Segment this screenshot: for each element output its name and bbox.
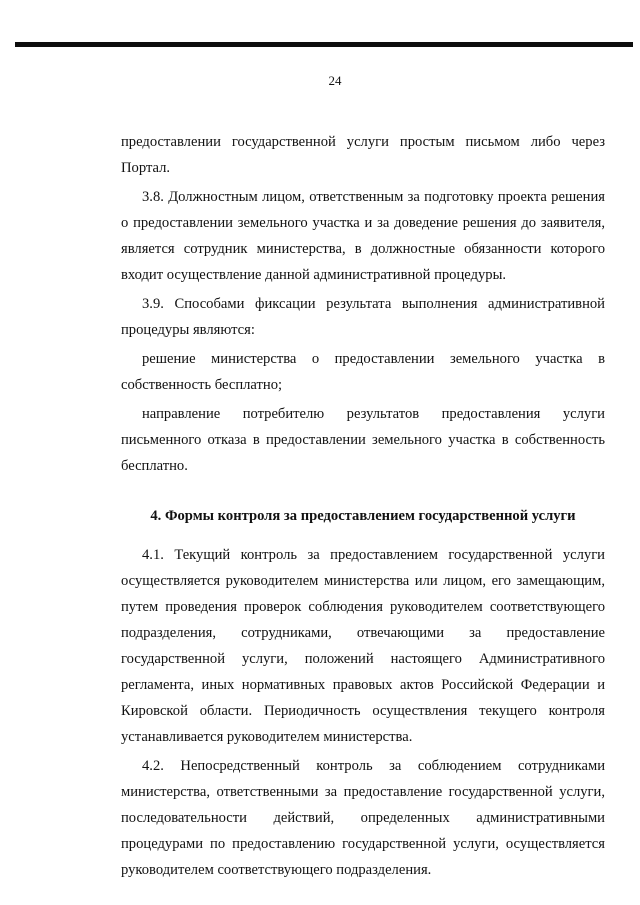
header-rule — [15, 42, 633, 47]
document-body — [121, 129, 605, 883]
section-heading: 4. Формы контроля за предоставлением государственной услуги — [150, 508, 576, 524]
paragraph-continuation: предоставлении государственной услуги простым письмом либо через Портал. — [121, 134, 605, 176]
paragraph-4-1: 4.1. Текущий контроль за предоставлением государственной услуги осуществляется руководителем министерства или лицом, его замещающим, путем проведения проверок соблюдения руководителем соответствующего подразделения, сотрудниками, отвечающими за предоставление государственной услуги, положений настоящего Административного регламента, иных нормативных правовых актов Российской Федерации и Кировской области. Периодичность осуществления текущего контроля устанавливается руководителем министерства. — [121, 547, 605, 745]
paragraph-3-9: 3.9. Способами фиксации результата выполнения административной процедуры являются: — [121, 296, 605, 338]
list-item-decision: решение министерства о предоставлении земельного участка в собственность бесплатно; — [121, 351, 605, 393]
page-number: 24 — [328, 73, 342, 88]
list-item-refusal: направление потребителю результатов предоставления услуги письменного отказа в предоставлении земельного участка в собственность бесплатно. — [121, 406, 605, 474]
paragraph-4-2: 4.2. Непосредственный контроль за соблюдением сотрудниками министерства, ответственными за предоставление государственной услуги, последовательности действий, определенных административными процедурами по предоставлению государственной услуги, осуществляется руководителем соответствующего подразделения. — [121, 758, 605, 878]
paragraph-3-8: 3.8. Должностным лицом, ответственным за подготовку проекта решения о предоставлении земельного участка и за доведение решения до заявителя, является сотрудник министерства, в должностные обязанности которого входит осуществление данной административной процедуры. — [121, 189, 605, 283]
